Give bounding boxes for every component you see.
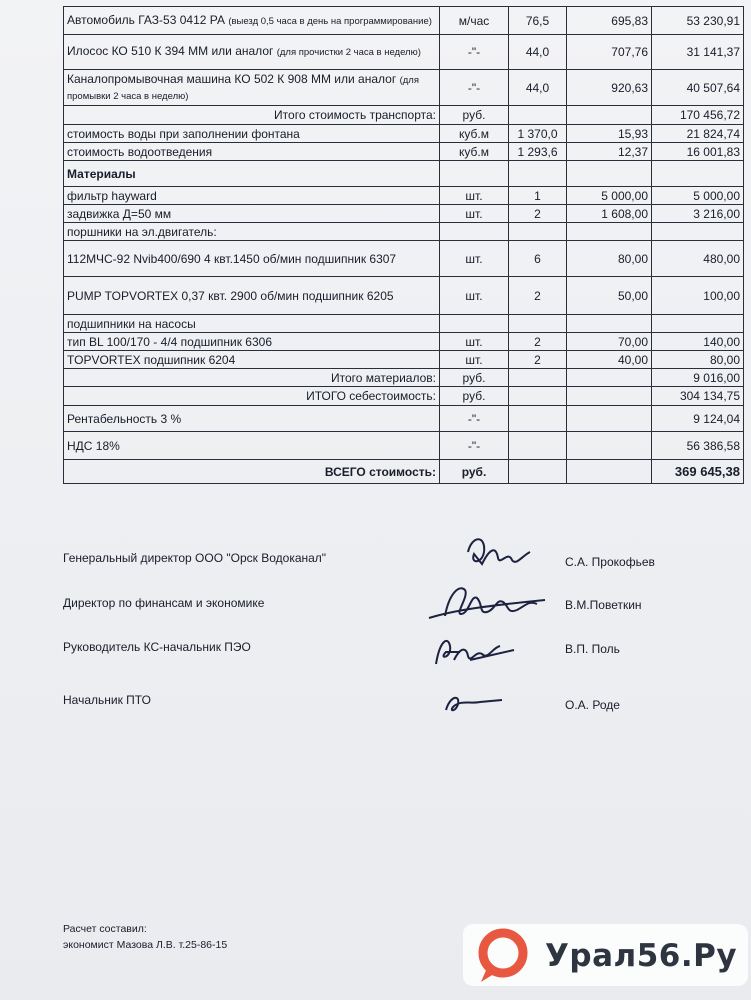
table-row <box>64 315 744 333</box>
price-cell <box>567 223 652 241</box>
table-row <box>64 106 744 125</box>
quantity-cell <box>509 406 567 432</box>
price-cell: 70,00 <box>567 333 652 351</box>
table-row <box>64 387 744 406</box>
signature-title-3: Руководитель КС-начальник ПЭО <box>63 640 251 654</box>
item-name: фильтр hayward <box>67 188 157 203</box>
signature-name-2: В.М.Поветкин <box>565 598 642 612</box>
price-cell: 5 000,00 <box>567 187 652 205</box>
item-name-cell <box>64 205 440 223</box>
quantity-cell <box>509 460 567 484</box>
item-name: стоимость воды при заполнении фонтана <box>67 126 300 141</box>
unit-cell <box>440 223 509 241</box>
unit-cell: -"- <box>440 432 509 460</box>
item-name-cell <box>64 143 440 161</box>
item-name-cell <box>64 223 440 241</box>
logo-text: Урал56.Ру <box>545 938 738 974</box>
signature-title-1: Генеральный директор ООО "Орск Водоканал" <box>63 551 327 565</box>
unit-cell: руб. <box>440 460 509 484</box>
unit-cell <box>440 315 509 333</box>
unit-cell: -"- <box>440 35 509 70</box>
item-name-cell <box>64 70 440 106</box>
sum-cell: 16 001,83 <box>652 143 744 161</box>
quantity-cell: 2 <box>509 205 567 223</box>
table-row <box>64 7 744 35</box>
empty-cell <box>509 161 567 187</box>
table-row <box>64 143 744 161</box>
item-note: (выезд 0,5 часа в день на программирование) <box>228 15 432 27</box>
quantity-cell: 1 293,6 <box>509 143 567 161</box>
price-cell <box>567 369 652 387</box>
item-name: Автомобиль ГАЗ-53 0412 РА <box>67 12 225 27</box>
item-name: Рентабельность 3 % <box>67 411 182 426</box>
sum-cell: 369 645,38 <box>652 460 744 484</box>
table-row <box>64 205 744 223</box>
unit-cell: руб. <box>440 369 509 387</box>
quantity-cell: 6 <box>509 241 567 277</box>
item-name: PUMP TOPVORTEX 0,37 квт. 2900 об/мин подшипник 6205 <box>67 288 394 303</box>
quantity-cell <box>509 106 567 125</box>
quantity-cell <box>509 315 567 333</box>
table-row <box>64 70 744 106</box>
table-row <box>64 277 744 315</box>
signature-name-1: С.А. Прокофьев <box>565 555 655 569</box>
unit-cell: шт. <box>440 187 509 205</box>
quantity-cell <box>509 369 567 387</box>
quantity-cell: 2 <box>509 333 567 351</box>
item-name-cell <box>64 241 440 277</box>
table-row <box>64 369 744 387</box>
sum-cell: 170 456,72 <box>652 106 744 125</box>
row-label: ИТОГО себестоимость: <box>64 387 440 406</box>
unit-cell: шт. <box>440 241 509 277</box>
table-row <box>64 161 744 187</box>
signature-title-4: Начальник ПТО <box>63 693 151 707</box>
sum-cell: 9 124,04 <box>652 406 744 432</box>
price-cell: 15,93 <box>567 125 652 143</box>
unit-cell: -"- <box>440 406 509 432</box>
price-cell <box>567 432 652 460</box>
price-cell: 40,00 <box>567 351 652 369</box>
item-name: задвижка Д=50 мм <box>67 206 172 221</box>
quantity-cell <box>509 432 567 460</box>
sum-cell: 5 000,00 <box>652 187 744 205</box>
item-name-cell <box>64 432 440 460</box>
quantity-cell: 1 370,0 <box>509 125 567 143</box>
signature-name-3: В.П. Поль <box>565 642 620 656</box>
unit-cell: шт. <box>440 205 509 223</box>
table-row <box>64 125 744 143</box>
item-name-cell <box>64 187 440 205</box>
item-name-cell <box>64 333 440 351</box>
price-cell: 695,83 <box>567 7 652 35</box>
price-cell: 707,76 <box>567 35 652 70</box>
table-row <box>64 406 744 432</box>
price-cell <box>567 387 652 406</box>
sum-cell: 140,00 <box>652 333 744 351</box>
sum-cell: 31 141,37 <box>652 35 744 70</box>
sum-cell: 53 230,91 <box>652 7 744 35</box>
item-name: Каналопромывочная машина КО 502 К 908 ММ или аналог <box>67 71 397 86</box>
item-name-cell <box>64 7 440 35</box>
item-name: Илосос КО 510 К 394 ММ или аналог <box>67 44 274 58</box>
table-row <box>64 460 744 484</box>
table-row <box>64 187 744 205</box>
item-name-cell <box>64 315 440 333</box>
price-cell: 80,00 <box>567 241 652 277</box>
unit-cell: -"- <box>440 70 509 106</box>
quantity-cell: 2 <box>509 277 567 315</box>
table-row <box>64 35 744 70</box>
item-note: (для промывки 2 часа в неделю) <box>67 74 419 102</box>
item-name-cell <box>64 351 440 369</box>
quantity-cell: 1 <box>509 187 567 205</box>
sum-cell: 40 507,64 <box>652 70 744 106</box>
quantity-cell <box>509 223 567 241</box>
signature-mark-4 <box>440 690 510 720</box>
row-label: ВСЕГО стоимость: <box>64 460 440 484</box>
row-label: Итого стоимость транспорта: <box>64 106 440 125</box>
empty-cell <box>440 161 509 187</box>
quantity-cell: 44,0 <box>509 35 567 70</box>
sum-cell: 80,00 <box>652 351 744 369</box>
item-name: стоимость водоотведения <box>67 144 213 159</box>
quantity-cell: 76,5 <box>509 7 567 35</box>
sum-cell: 100,00 <box>652 277 744 315</box>
item-name-cell <box>64 277 440 315</box>
sum-cell <box>652 223 744 241</box>
sum-cell: 21 824,74 <box>652 125 744 143</box>
unit-cell: шт. <box>440 277 509 315</box>
row-label: Итого материалов: <box>64 369 440 387</box>
table-row <box>64 351 744 369</box>
cost-table <box>63 6 744 484</box>
price-cell <box>567 460 652 484</box>
table-row <box>64 432 744 460</box>
price-cell: 50,00 <box>567 277 652 315</box>
table-row <box>64 333 744 351</box>
quantity-cell: 44,0 <box>509 70 567 106</box>
item-name: 112МЧС-92 Nvib400/690 4 квт.1450 об/мин подшипник 6307 <box>67 251 397 266</box>
unit-cell: шт. <box>440 351 509 369</box>
item-name: подшипники на насосы <box>67 316 196 331</box>
price-cell <box>567 315 652 333</box>
item-name-cell <box>64 35 440 70</box>
sum-cell: 9 016,00 <box>652 369 744 387</box>
price-cell: 12,37 <box>567 143 652 161</box>
sum-cell: 3 216,00 <box>652 205 744 223</box>
quantity-cell: 2 <box>509 351 567 369</box>
price-cell: 920,63 <box>567 70 652 106</box>
footer-prepared-by: Расчет составил: <box>63 923 147 935</box>
item-name: тип BL 100/170 - 4/4 подшипник 6306 <box>67 334 273 349</box>
price-cell <box>567 406 652 432</box>
item-name: TOPVORTEX подшипник 6204 <box>67 352 236 367</box>
unit-cell: куб.м <box>440 143 509 161</box>
footer-economist: экономист Мазова Л.В. т.25-86-15 <box>63 939 228 951</box>
table-row <box>64 223 744 241</box>
item-name: НДС 18% <box>67 438 120 453</box>
price-cell: 1 608,00 <box>567 205 652 223</box>
signature-mark-3 <box>430 630 520 675</box>
unit-cell: руб. <box>440 387 509 406</box>
price-cell <box>567 106 652 125</box>
unit-cell: куб.м <box>440 125 509 143</box>
section-heading: Материалы <box>64 161 440 187</box>
unit-cell: м/час <box>440 7 509 35</box>
signature-mark-2 <box>425 580 555 625</box>
table-row <box>64 241 744 277</box>
signature-name-4: О.А. Роде <box>565 698 620 712</box>
item-name: поршники на эл.двигатель: <box>67 224 217 239</box>
unit-cell: руб. <box>440 106 509 125</box>
quantity-cell <box>509 387 567 406</box>
sum-cell: 480,00 <box>652 241 744 277</box>
sum-cell: 304 134,75 <box>652 387 744 406</box>
item-name-cell <box>64 125 440 143</box>
sum-cell: 56 386,58 <box>652 432 744 460</box>
signature-mark-1 <box>460 530 540 575</box>
empty-cell <box>652 161 744 187</box>
empty-cell <box>567 161 652 187</box>
unit-cell: шт. <box>440 333 509 351</box>
item-name-cell <box>64 406 440 432</box>
sum-cell <box>652 315 744 333</box>
signature-title-2: Директор по финансам и экономике <box>63 596 265 610</box>
item-note: (для прочистки 2 часа в неделю) <box>276 47 421 58</box>
